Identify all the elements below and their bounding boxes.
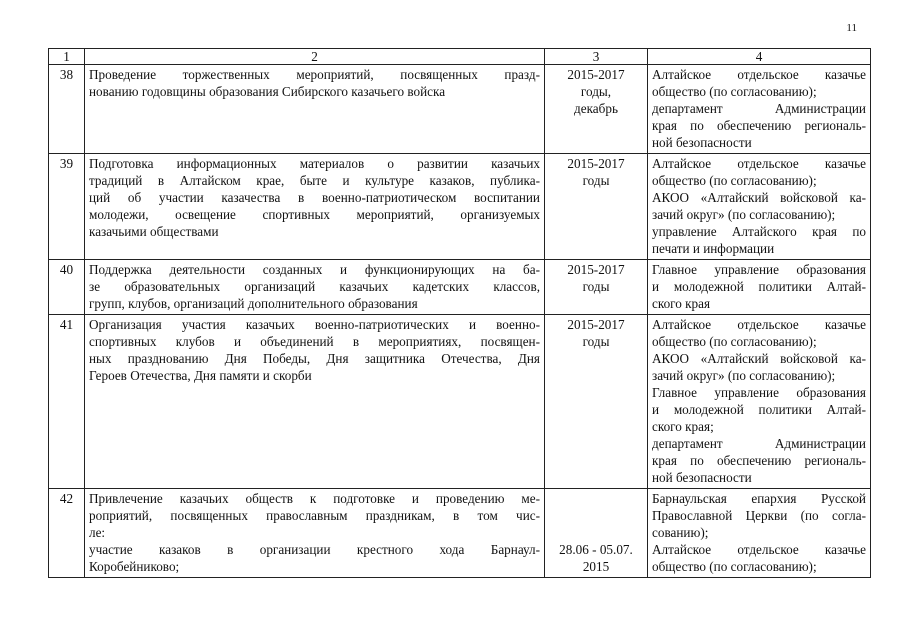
responsible-line: Алтайское отдельское казачье [652,542,866,557]
activity-line: роприятий, посвященных православным праздникам, в том чис- [89,508,540,523]
activity-line: традиций в Алтайском крае, быте и культуре казаков, публика- [89,173,540,188]
row-number: 38 [49,65,85,154]
responsible-line: ского края; [652,419,714,434]
table-row [49,65,871,154]
term-line: 28.06 - 05.07. [559,542,633,557]
activity-line: Организация участия казачьих военно-патриотических и военно- [89,317,540,332]
term-cell [545,154,648,260]
term-line: годы [582,334,610,349]
activity-line: казачьими обществами [89,224,219,239]
responsible-line: департамент Администрации [652,101,866,116]
term-cell [545,65,648,154]
term-line: 2015-2017 [567,317,625,332]
term-cell [545,260,648,315]
activity-line: спортивных клубов и объединений в мероприятиях, посвящен- [89,334,540,349]
responsible-line: управление Алтайского края по [652,224,866,239]
activity-line: нованию годовщины образования Сибирского казачьего войска [89,84,446,99]
responsible-line: зачий округ» (по согласованию); [652,207,836,222]
responsible-cell [648,154,871,260]
term-line: годы [582,173,610,188]
term-line [549,524,643,541]
activity-line: Проведение торжественных мероприятий, посвященных празд- [89,67,540,82]
activity-cell [85,315,545,489]
plan-table [48,48,871,578]
term-line: 2015-2017 [567,156,625,171]
responsible-line: и молодежной политики Алтай- [652,279,866,294]
activity-line: Героев Отечества, Дня памяти и скорби [89,368,312,383]
term-cell [545,315,648,489]
activity-cell [85,154,545,260]
activity-cell [85,65,545,154]
activity-line: Поддержка деятельности созданных и функционирующих на ба- [89,262,540,277]
responsible-line: Главное управление образования [652,262,866,277]
activity-line: ций об участии казачества в военно-патриотическом воспитании [89,190,540,205]
responsible-line: печати и информации [652,241,775,256]
responsible-line: Алтайское отдельское казачье [652,67,866,82]
header-cell-3: 3 [545,49,648,65]
header-row [49,49,871,65]
row-number: 40 [49,260,85,315]
responsible-line: общество (по согласованию); [652,173,817,188]
responsible-line: Алтайское отдельское казачье [652,156,866,171]
activity-line: зе образовательных организаций казачьих кадетских классов, [89,279,540,294]
activity-line: Подготовка информационных материалов о развитии казачьих [89,156,540,171]
responsible-line: Алтайское отдельское казачье [652,317,866,332]
responsible-cell [648,315,871,489]
row-number: 41 [49,315,85,489]
table-row [49,154,871,260]
responsible-line: ского края [652,296,711,311]
responsible-cell [648,65,871,154]
table-row [49,489,871,578]
header-cell-2: 2 [85,49,545,65]
term-line: 2015 [582,559,610,574]
responsible-line: края по обеспечению региональ- [652,453,866,468]
responsible-line: Православной Церкви (по согла- [652,508,866,523]
header-cell-1: 1 [49,49,85,65]
responsible-cell [648,260,871,315]
term-line: годы [582,279,610,294]
row-number: 39 [49,154,85,260]
responsible-cell [648,489,871,578]
activity-line: молодежи, освещение спортивных мероприятий, организуемых [89,207,540,222]
term-line: 2015-2017 [567,262,625,277]
term-line: декабрь [574,101,618,116]
term-line: 2015-2017 [567,67,625,82]
activity-cell [85,489,545,578]
responsible-line: АКОО «Алтайский войсковой ка- [652,190,866,205]
responsible-line: Барнаульская епархия Русской [652,491,866,506]
term-line: годы, [580,84,612,99]
activity-cell [85,260,545,315]
responsible-line: общество (по согласованию); [652,559,817,574]
responsible-line: ной безопасности [652,135,752,150]
activity-line: Привлечение казачьих обществ к подготовке и проведению ме- [89,491,540,506]
term-cell [545,489,648,578]
header-cell-4: 4 [648,49,871,65]
row-number: 42 [49,489,85,578]
activity-line: групп, клубов, организаций дополнительного образования [89,296,418,311]
table-row [49,315,871,489]
responsible-line: зачий округ» (по согласованию); [652,368,836,383]
activity-line: участие казаков в организации крестного хода Барнаул- [89,542,540,557]
table-row [49,260,871,315]
table-body [49,49,871,578]
responsible-line: ной безопасности [652,470,752,485]
responsible-line: и молодежной политики Алтай- [652,402,866,417]
responsible-line: сованию); [652,525,709,540]
responsible-line: департамент Администрации [652,436,866,451]
responsible-line: общество (по согласованию); [652,334,817,349]
page-number: 11 [846,22,857,34]
term-line [549,507,643,524]
term-line [549,490,643,507]
responsible-line: края по обеспечению региональ- [652,118,866,133]
responsible-line: общество (по согласованию); [652,84,817,99]
activity-line: Коробейниково; [89,559,180,574]
responsible-line: АКОО «Алтайский войсковой ка- [652,351,866,366]
activity-line: ле: [89,525,106,540]
activity-line: ных празднованию Дня Победы, Дня защитника Отечества, Дня [89,351,540,366]
responsible-line: Главное управление образования [652,385,866,400]
